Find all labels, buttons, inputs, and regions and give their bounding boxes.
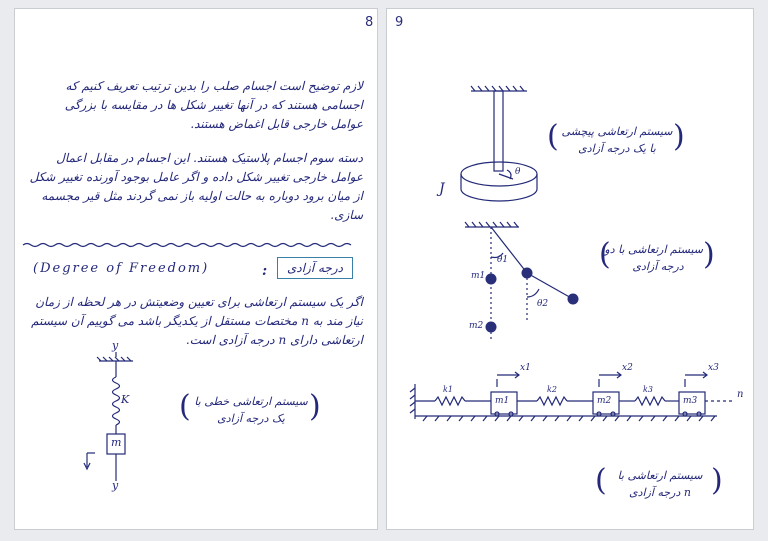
spring-mass-figure	[15, 9, 378, 530]
fig2-caption-line-2: درجه آزادی	[632, 260, 684, 273]
label-mass-m2: m2	[597, 396, 612, 406]
fig1-caption-line-2: با یک درجه آزادی	[578, 142, 656, 155]
torsional-disc-figure	[461, 86, 537, 201]
caption-paren-right: )	[309, 389, 321, 424]
page-number: 9	[395, 15, 404, 30]
right-page	[386, 8, 754, 530]
label-theta1: θ1	[497, 255, 509, 265]
section-title-persian-box: درجه آزادی	[277, 257, 353, 279]
label-mass-m1: m1	[495, 396, 510, 406]
label-mass-m3: m3	[683, 396, 698, 406]
fig3-caption-line-1: سیستم ارتعاشی با	[617, 469, 703, 482]
fig2-paren-left: (	[599, 237, 611, 272]
fig1-paren-left: (	[547, 119, 559, 154]
label-k2: k2	[547, 385, 557, 394]
fig1-paren-right: )	[673, 119, 685, 154]
label-x3: x3	[708, 363, 719, 373]
paragraph-definition: اگر یک سیستم ارتعاشی برای تعیین وضعیتش در هر لحظه از زمان نیاز مند به n مختصات مستقل از یکدیگر باشد می گوییم آن سیستم ارتعاشی دارای n درجه آزادی است.	[31, 295, 363, 347]
left-page	[14, 8, 378, 530]
label-m2: m2	[469, 321, 484, 331]
caption-paren-left: (	[179, 389, 191, 424]
label-x2: x2	[622, 363, 633, 373]
spring	[113, 377, 120, 425]
fig3-caption-line-2: n درجه آزادی	[629, 486, 691, 499]
label-k: K	[121, 393, 130, 406]
label-theta: θ	[515, 167, 521, 177]
label-k1: k1	[443, 385, 453, 394]
mass-m2	[486, 322, 497, 333]
fig3-paren-right: )	[711, 463, 723, 498]
fig2-caption-line-1: سیستم ارتعاشی با دو	[604, 243, 703, 256]
section-colon: :	[262, 263, 268, 279]
label-theta2: θ2	[537, 299, 549, 309]
label-n: n	[737, 389, 744, 400]
label-j: J	[439, 181, 445, 197]
fig3-paren-left: (	[595, 463, 607, 498]
fig2-paren-right: )	[703, 237, 715, 272]
section-title-english: (Degree of Freedom)	[33, 261, 210, 276]
label-m: m	[111, 436, 122, 449]
caption-line-2: یک درجه آزادی	[217, 412, 285, 425]
label-y-bottom: y	[112, 479, 119, 492]
fig1-caption-line-1: سیستم ارتعاشی پیچشی	[561, 125, 673, 138]
paragraph-plastic-bodies: دسته سوم اجسام پلاستیک هستند. این اجسام در مقابل اعمال عوامل خارجی تغییر شکل داده و اگر عامل بوجود آورنده تغییر شکل از میان برود دوباره به حالت اولیه باز نمی گردند مثل قیر مجسمه سازی.	[29, 151, 363, 222]
label-k3: k3	[643, 385, 653, 394]
paragraph-rigid-bodies: لازم توضیح است اجسام صلب را بدین ترتیب تعریف کنیم که اجسامی هستند که در آنها تغییر شکل ها در مقایسه با بزرگی عوامل خارجی قابل اغماض هستند.	[64, 79, 363, 131]
mass-m1	[486, 274, 497, 285]
label-x1: x1	[520, 363, 531, 373]
label-y-top: y	[112, 339, 119, 352]
label-m1: m1	[471, 271, 486, 281]
caption-line-1: سیستم ارتعاشی خطی با	[194, 395, 308, 408]
page-number: 8	[365, 15, 374, 30]
